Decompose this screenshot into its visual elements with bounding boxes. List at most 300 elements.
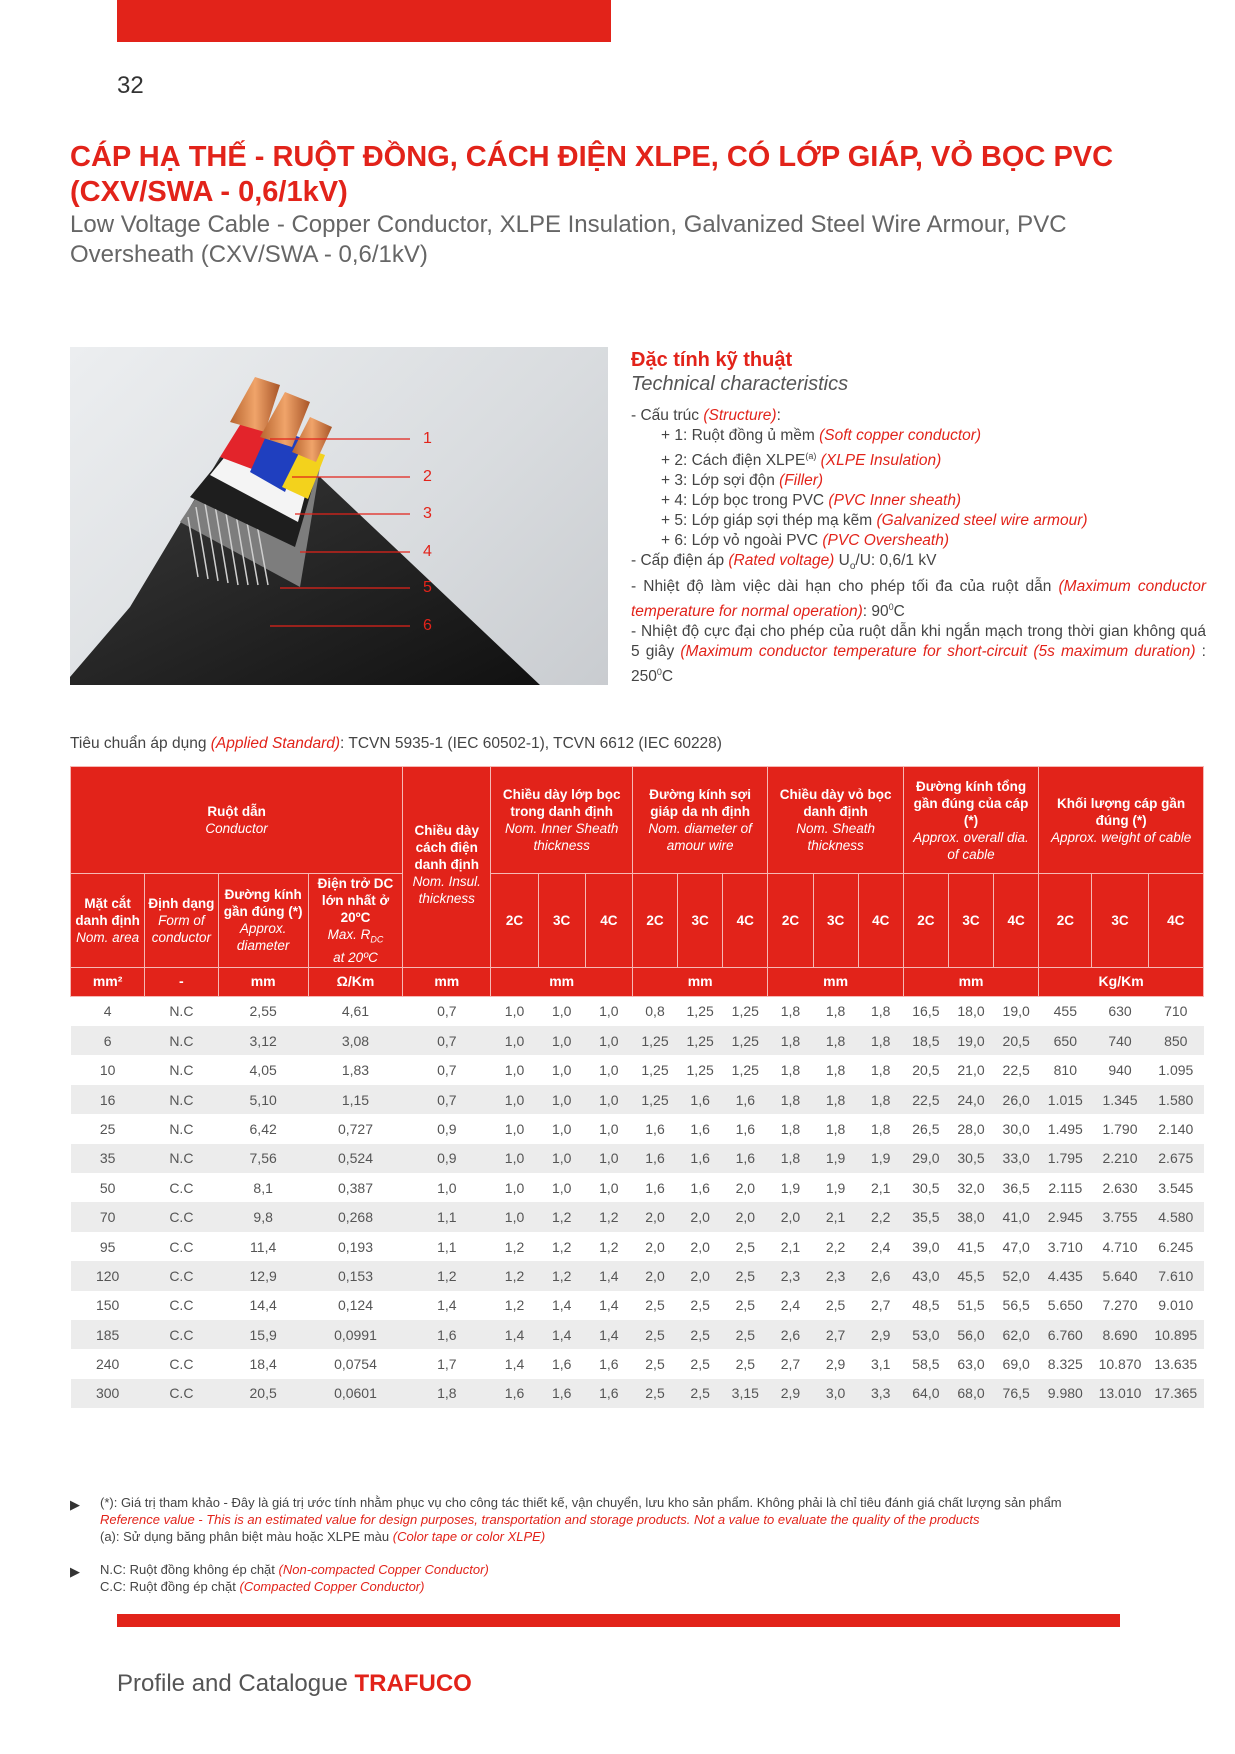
table-cell: 850 [1148, 1026, 1203, 1055]
page-number: 32 [117, 72, 144, 99]
table-cell: 2,4 [871, 1238, 891, 1255]
table-row [71, 1144, 1204, 1173]
table-cell: 1,83 [341, 1062, 370, 1079]
table-cell: 1,0 [491, 1085, 538, 1114]
table-cell: 1,8 [858, 1085, 903, 1114]
table-cell: 1,6 [690, 1179, 710, 1196]
table-cell: 5.640 [1092, 1261, 1148, 1290]
table-cell: 0,7 [437, 1062, 457, 1079]
table-cell: 1,25 [686, 1003, 714, 1020]
table-cell: 35 [71, 1144, 145, 1173]
table-cell: 2,0 [632, 1202, 677, 1231]
table-cell: 4.435 [1039, 1261, 1092, 1290]
table-cell: 2,4 [780, 1297, 801, 1314]
table-cell: 56,5 [1002, 1297, 1030, 1314]
table-body [71, 996, 1204, 1408]
table-cell: 1,7 [437, 1356, 457, 1373]
table-row [71, 1261, 1204, 1290]
cable-cross-section-image [70, 347, 608, 685]
title-vietnamese: CÁP HẠ THẾ - RUỘT ĐỒNG, CÁCH ĐIỆN XLPE, CÓ LỚP GIÁP, VỎ BỌC PVC (CXV/SWA - 0,6/1kV) [70, 141, 1114, 208]
table-cell: 36,5 [1002, 1179, 1030, 1196]
header-conductor-form: Định dạng Form of conductor [145, 874, 218, 968]
table-cell: 1,6 [403, 1320, 491, 1349]
table-cell: 1,8 [813, 1026, 858, 1055]
table-cell: 26,0 [994, 1085, 1039, 1114]
table-cell: 2,3 [768, 1261, 813, 1290]
table-cell: 1,8 [871, 1003, 891, 1020]
core-label-armour-3c: 3C [678, 874, 723, 968]
table-cell: 1,2 [585, 1202, 632, 1231]
note-conductor-types: ▶ N.C: Ruột đồng không ép chặt (Non-compacted Copper Conductor) C.C: Ruột đồng ép chặt (Compacted Copper Conductor) [70, 1562, 489, 1594]
table-cell: 185 [71, 1320, 145, 1349]
table-cell: 3,15 [723, 1379, 768, 1408]
table-cell: 2,0 [735, 1179, 756, 1196]
core-label-sheath-4c: 4C [858, 874, 903, 968]
table-cell: 1,0 [551, 1003, 572, 1020]
table-cell: 2,9 [825, 1356, 846, 1373]
max-operating-temp: - Nhiệt độ làm việc dài hạn cho phép tối đa của ruột dẫn (Maximum conductor temperature for normal operation): $90^0C$ [631, 578, 1206, 621]
table-cell: 2.630 [1102, 1179, 1138, 1196]
table-cell: 32,0 [957, 1179, 985, 1196]
table-cell: 2.210 [1092, 1144, 1148, 1173]
table-cell: 2,5 [690, 1297, 710, 1314]
structure-item-1: + 1: Ruột đồng ủ mềm (Soft copper conductor) [661, 427, 982, 444]
table-cell: 2,5 [723, 1261, 768, 1290]
table-cell: 1,1 [403, 1202, 491, 1231]
table-cell: 120 [71, 1261, 145, 1290]
table-cell: 2.945 [1039, 1202, 1092, 1231]
table-cell: 2,5 [735, 1238, 756, 1255]
table-cell: 1,25 [678, 1026, 723, 1055]
table-cell: 0,387 [337, 1179, 373, 1196]
table-cell: 1,6 [585, 1379, 632, 1408]
table-cell: 5,10 [218, 1085, 308, 1114]
table-row [71, 1055, 1204, 1084]
table-cell: 2,0 [768, 1202, 813, 1231]
table-cell: 1,6 [538, 1379, 585, 1408]
table-row [71, 1202, 1204, 1231]
header-overall-diameter: Đường kính tổng gần đúng của cáp (*) Approx. overall dia. of cable [903, 767, 1038, 874]
table-cell: 0,9 [437, 1120, 457, 1137]
table-cell: 1,9 [858, 1144, 903, 1173]
callout-label-3: 3 [423, 505, 432, 522]
table-cell: 0,524 [308, 1144, 402, 1173]
bottom-red-bar [117, 1614, 1120, 1627]
table-cell: 8,1 [253, 1179, 273, 1196]
table-cell: 1,0 [599, 1062, 619, 1079]
table-cell: 1,6 [551, 1356, 572, 1373]
table-cell: 0,0601 [308, 1379, 402, 1408]
table-row [71, 1026, 1204, 1055]
table-cell: 1,8 [871, 1062, 891, 1079]
core-label-inner-3c: 3C [538, 874, 585, 968]
structure-item-5: + 5: Lớp giáp sợi thép mạ kẽm (Galvanized steel wire armour) [661, 512, 1088, 530]
callout-label-1: 1 [423, 430, 432, 447]
structure-item-3: + 3: Lớp sợi độn (Filler) [661, 472, 824, 490]
table-cell: C.C [169, 1238, 194, 1255]
table-cell: 3,08 [308, 1026, 402, 1055]
table-cell: 4 [103, 1003, 112, 1020]
callout-label-6: 6 [423, 617, 432, 634]
core-label-dia-4c: 4C [994, 874, 1039, 968]
table-cell: 2,5 [678, 1320, 723, 1349]
header-sheath-thickness: Chiều dày vỏ bọc danh định Nom. Sheath thickness [768, 767, 903, 874]
table-cell: 1,4 [585, 1320, 632, 1349]
table-cell: 11,4 [250, 1238, 277, 1255]
table-cell: C.C [169, 1297, 194, 1314]
table-cell: 1,2 [403, 1261, 491, 1290]
table-cell: 63,0 [957, 1356, 985, 1373]
table-cell: 2,2 [858, 1202, 903, 1231]
table-cell: 940 [1108, 1062, 1132, 1079]
table-cell: 17.365 [1148, 1379, 1203, 1408]
table-cell: 64,0 [903, 1379, 948, 1408]
table-cell: 1,2 [538, 1202, 585, 1231]
table-cell: 1,0 [551, 1179, 572, 1196]
table-cell: 2,6 [858, 1261, 903, 1290]
table-cell: 1.495 [1047, 1120, 1083, 1137]
table-cell: 1.795 [1039, 1144, 1092, 1173]
table-cell: 9.010 [1158, 1297, 1194, 1314]
table-cell: 1,2 [551, 1238, 572, 1255]
table-row [71, 1114, 1204, 1143]
table-cell: 6.245 [1158, 1238, 1194, 1255]
table-cell: 1,8 [858, 1026, 903, 1055]
table-cell: 1,0 [538, 1026, 585, 1055]
table-cell: 1.015 [1039, 1085, 1092, 1114]
table-cell: 1,25 [731, 1003, 759, 1020]
table-cell: 16,5 [912, 1003, 940, 1020]
table-cell: 1,2 [491, 1261, 538, 1290]
table-cell: 1,2 [538, 1261, 585, 1290]
table-cell: 3,12 [218, 1026, 308, 1055]
table-cell: 1,8 [825, 1003, 846, 1020]
unit-diameter: mm [218, 967, 308, 996]
table-cell: 1,9 [813, 1144, 858, 1173]
table-cell: 1,8 [825, 1120, 846, 1137]
table-cell: 2,9 [858, 1320, 903, 1349]
table-cell: 1,8 [871, 1120, 891, 1137]
table-cell: 1,4 [551, 1297, 572, 1314]
table-cell: 300 [71, 1379, 145, 1408]
unit-sheath: mm [768, 967, 903, 996]
table-cell: 1.580 [1148, 1085, 1203, 1114]
table-cell: 12,9 [218, 1261, 308, 1290]
table-cell: 3.545 [1158, 1179, 1194, 1196]
table-cell: 2,5 [723, 1320, 768, 1349]
table-cell: 1,8 [768, 1144, 813, 1173]
structure-heading: - Cấu trúc (Structure): [631, 407, 781, 424]
table-cell: 1,8 [403, 1379, 491, 1408]
table-cell: 2,7 [813, 1320, 858, 1349]
table-cell: 2,0 [632, 1261, 677, 1290]
table-cell: 10.870 [1098, 1356, 1142, 1373]
table-cell: N.C [145, 1026, 218, 1055]
unit-overall-diameter: mm [903, 967, 1038, 996]
table-cell: 710 [1164, 1003, 1188, 1020]
table-cell: 1.095 [1158, 1062, 1194, 1079]
table-cell: 41,5 [957, 1238, 985, 1255]
table-cell: 16 [71, 1085, 145, 1114]
table-cell: 1,0 [585, 1085, 632, 1114]
table-cell: 0,7 [403, 1026, 491, 1055]
table-cell: 5.650 [1047, 1297, 1083, 1314]
table-cell: 58,5 [912, 1356, 940, 1373]
table-cell: 2,3 [813, 1261, 858, 1290]
table-cell: 1.345 [1092, 1085, 1148, 1114]
table-cell: 9.980 [1039, 1379, 1092, 1408]
table-cell: 1,8 [780, 1120, 801, 1137]
table-cell: 650 [1039, 1026, 1092, 1055]
table-cell: 7,56 [218, 1144, 308, 1173]
header-insulation-thickness: Chiều dày cách điện danh định Nom. Insul. thickness [403, 767, 491, 968]
table-cell: 455 [1053, 1003, 1077, 1020]
table-cell: 56,0 [948, 1320, 993, 1349]
table-cell: N.C [169, 1062, 194, 1079]
table-cell: 18,4 [249, 1356, 277, 1373]
table-cell: 1,8 [780, 1003, 801, 1020]
rated-voltage: - Cấp điện áp (Rated voltage) $U_o/U$: 0,6/1 kV [631, 552, 937, 573]
table-cell: 1,4 [538, 1320, 585, 1349]
table-cell: 62,0 [994, 1320, 1039, 1349]
table-cell: 30,5 [912, 1179, 940, 1196]
table-cell: 1,0 [437, 1179, 457, 1196]
tech-title: Đặc tính kỹ thuật [631, 349, 793, 371]
table-cell: 1,6 [735, 1120, 756, 1137]
table-cell: 26,5 [912, 1120, 940, 1137]
table-row [71, 996, 1204, 1026]
table-cell: 1,6 [690, 1120, 710, 1137]
table-cell: 22,5 [1002, 1062, 1030, 1079]
table-cell: 1,8 [768, 1085, 813, 1114]
table-cell: 2,5 [645, 1356, 665, 1373]
table-cell: 1,0 [504, 1120, 525, 1137]
table-cell: 6,42 [249, 1120, 277, 1137]
table-cell: 1,0 [491, 1144, 538, 1173]
table-cell: 1,0 [551, 1062, 572, 1079]
table-cell: 25 [99, 1120, 116, 1137]
table-cell: 1,0 [599, 1003, 619, 1020]
table-cell: 4.580 [1148, 1202, 1203, 1231]
table-cell: 1,6 [678, 1144, 723, 1173]
table-row [71, 1349, 1204, 1378]
table-cell: 13.010 [1092, 1379, 1148, 1408]
table-cell: 2,1 [780, 1238, 801, 1255]
core-label-inner-4c: 4C [585, 874, 632, 968]
table-cell: 150 [95, 1297, 120, 1314]
table-cell: 8.690 [1092, 1320, 1148, 1349]
callout-label-4: 4 [423, 543, 432, 560]
core-label-armour-4c: 4C [723, 874, 768, 968]
table-cell: 1,4 [599, 1297, 619, 1314]
note-reference-value: ▶ (*): Giá trị tham khảo - Đây là giá trị ước tính nhằm phục vụ cho công tác thiết kế, vận chuyển, lưu kho sản phẩm. Không phải là chỉ tiêu đánh giá chất lượng sản phẩm Reference value - This is an estimated value for design purposes, transportation and storage products. Not a value to evaluate the quality of the products (a): Sử dụng băng phân biệt màu hoặc XLPE màu (Color tape or color XLPE) [70, 1495, 1062, 1544]
table-cell: 1,0 [538, 1085, 585, 1114]
table-cell: 29,0 [903, 1144, 948, 1173]
table-cell: 41,0 [994, 1202, 1039, 1231]
table-cell: 1,9 [825, 1179, 846, 1196]
table-cell: 1,4 [437, 1297, 457, 1314]
callout-label-2: 2 [423, 468, 432, 485]
table-cell: 18,5 [903, 1026, 948, 1055]
table-cell: 1,25 [731, 1062, 759, 1079]
table-cell: 2.675 [1148, 1144, 1203, 1173]
table-cell: 52,0 [994, 1261, 1039, 1290]
header-conductor: Ruột dẫn Conductor [71, 767, 403, 874]
structure-item-2: + 2: Cách điện XLPE$^{(a)}$ (XLPE Insulation) [661, 451, 942, 470]
table-cell: 240 [95, 1356, 120, 1373]
table-cell: C.C [145, 1261, 218, 1290]
table-cell: 51,5 [957, 1297, 985, 1314]
table-cell: 0,727 [337, 1120, 373, 1137]
table-cell: 2.115 [1048, 1179, 1083, 1196]
table-cell: 9,8 [218, 1202, 308, 1231]
table-cell: 1,6 [599, 1356, 619, 1373]
table-cell: 35,5 [903, 1202, 948, 1231]
table-cell: 1,25 [641, 1062, 669, 1079]
table-cell: 2,9 [768, 1379, 813, 1408]
header-nominal-area: Mặt cắt danh định Nom. area [71, 874, 145, 968]
table-cell: 45,5 [948, 1261, 993, 1290]
top-red-bar [117, 0, 611, 42]
core-label-weight-3c: 3C [1092, 874, 1148, 968]
table-cell: 1,6 [632, 1144, 677, 1173]
table-cell: 1,0 [504, 1003, 525, 1020]
table-cell: C.C [169, 1356, 194, 1373]
table-cell: 1,0 [585, 1026, 632, 1055]
table-cell: 3,0 [813, 1379, 858, 1408]
brand-name: TRAFUCO [354, 1670, 472, 1697]
table-cell: 1,0 [585, 1144, 632, 1173]
table-cell: 2,5 [735, 1356, 756, 1373]
table-cell: 0,0991 [308, 1320, 402, 1349]
table-cell: 1,0 [599, 1120, 619, 1137]
table-cell: 2,0 [723, 1202, 768, 1231]
table-cell: 2,7 [780, 1356, 801, 1373]
table-cell: 1,4 [585, 1261, 632, 1290]
table-cell: 0,0754 [334, 1356, 377, 1373]
table-cell: 3.755 [1092, 1202, 1148, 1231]
table-cell: 1,6 [491, 1379, 538, 1408]
table-row [71, 1291, 1204, 1320]
table-row [71, 1320, 1204, 1349]
table-cell: 8.325 [1047, 1356, 1083, 1373]
header-armour-wire: Đường kính sợi giáp da nh định Nom. diameter of amour wire [632, 767, 767, 874]
table-cell: 1,8 [780, 1062, 801, 1079]
title-english: Low Voltage Cable - Copper Conductor, XLPE Insulation, Galvanized Steel Wire Armour, PVC Oversheath (CXV/SWA - 0,6/1kV) [70, 211, 1067, 268]
unit-insulation: mm [403, 967, 491, 996]
core-label-dia-3c: 3C [948, 874, 993, 968]
structure-item-4: + 4: Lớp bọc trong PVC (PVC Inner sheath) [661, 492, 962, 510]
core-label-dia-2c: 2C [903, 874, 948, 968]
table-cell: 28,0 [957, 1120, 985, 1137]
table-cell: 68,0 [948, 1379, 993, 1408]
table-cell: 2,1 [813, 1202, 858, 1231]
table-cell: 2,2 [825, 1238, 846, 1255]
table-cell: 0,153 [308, 1261, 402, 1290]
table-cell: 2,5 [735, 1297, 756, 1314]
technical-characteristics [631, 348, 1206, 688]
table-cell: 2,0 [678, 1202, 723, 1231]
unit-weight: Kg/Km [1039, 967, 1204, 996]
table-cell: 22,5 [903, 1085, 948, 1114]
table-cell: 10 [99, 1062, 116, 1079]
table-cell: 53,0 [903, 1320, 948, 1349]
table-cell: 6 [71, 1026, 145, 1055]
table-cell: 630 [1108, 1003, 1132, 1020]
table-cell: 2,5 [678, 1379, 723, 1408]
table-cell: 7.610 [1148, 1261, 1203, 1290]
table-cell: 21,0 [957, 1062, 985, 1079]
header-cable-weight: Khối lượng cáp gần đúng (*) Approx. weight of cable [1039, 767, 1204, 874]
table-row [71, 1085, 1204, 1114]
tech-subtitle: Technical characteristics [631, 373, 849, 395]
core-label-sheath-3c: 3C [813, 874, 858, 968]
table-cell: 0,193 [337, 1238, 373, 1255]
table-cell: N.C [169, 1003, 194, 1020]
table-cell: 19,0 [1002, 1003, 1030, 1020]
table-cell: 20,5 [912, 1062, 940, 1079]
table-cell: 0,7 [437, 1003, 457, 1020]
table-cell: 1,2 [599, 1238, 619, 1255]
table-cell: 2,0 [645, 1238, 665, 1255]
table-cell: 1,9 [780, 1179, 801, 1196]
table-cell: 740 [1092, 1026, 1148, 1055]
table-cell: 3,3 [858, 1379, 903, 1408]
table-cell: 30,0 [1002, 1120, 1030, 1137]
table-cell: 1,0 [504, 1062, 525, 1079]
table-cell: 70 [71, 1202, 145, 1231]
table-cell: 1,0 [491, 1026, 538, 1055]
table-cell: 19,0 [948, 1026, 993, 1055]
table-cell: 0,9 [403, 1144, 491, 1173]
table-cell: 810 [1053, 1062, 1077, 1079]
table-cell: 30,5 [948, 1144, 993, 1173]
table-row [71, 1173, 1204, 1202]
table-cell: 0,124 [337, 1297, 373, 1314]
table-cell: 0,8 [645, 1003, 665, 1020]
footnotes [70, 1494, 1190, 1611]
table-cell: 2,5 [825, 1297, 846, 1314]
table-cell: 4,61 [341, 1003, 370, 1020]
table-cell: C.C [169, 1179, 194, 1196]
table-cell: 50 [99, 1179, 116, 1196]
table-cell: 2.140 [1158, 1120, 1194, 1137]
header-dc-resistance: Điện trở DC lớn nhất ở 20ºC Max. $R_{DC}$ at 20ºC [308, 874, 402, 968]
table-cell: 1,25 [723, 1026, 768, 1055]
header-inner-sheath: Chiều dày lớp bọc trong danh định Nom. Inner Sheath thickness [491, 767, 632, 874]
table-cell: 43,0 [903, 1261, 948, 1290]
table-cell: 20,5 [218, 1379, 308, 1408]
table-cell: 20,5 [994, 1026, 1039, 1055]
table-cell: 1.790 [1102, 1120, 1138, 1137]
table-row [71, 1379, 1204, 1408]
table-row [71, 1232, 1204, 1261]
table-cell: 1,0 [504, 1179, 525, 1196]
table-cell: C.C [145, 1320, 218, 1349]
unit-area: mm² [71, 967, 145, 996]
table-cell: 6.760 [1039, 1320, 1092, 1349]
table-cell: 1,0 [551, 1120, 572, 1137]
structure-item-6: + 6: Lớp vỏ ngoài PVC (PVC Oversheath) [661, 532, 950, 550]
table-cell: 38,0 [948, 1202, 993, 1231]
table-cell: 2,1 [871, 1179, 891, 1196]
header-conductor-diameter: Đường kính gần đúng (*) Approx. diameter [218, 874, 308, 968]
table-cell: 76,5 [994, 1379, 1039, 1408]
table-cell: 1,0 [599, 1179, 619, 1196]
table-cell: 1,6 [645, 1120, 665, 1137]
table-cell: 3,1 [871, 1356, 891, 1373]
table-cell: C.C [145, 1202, 218, 1231]
